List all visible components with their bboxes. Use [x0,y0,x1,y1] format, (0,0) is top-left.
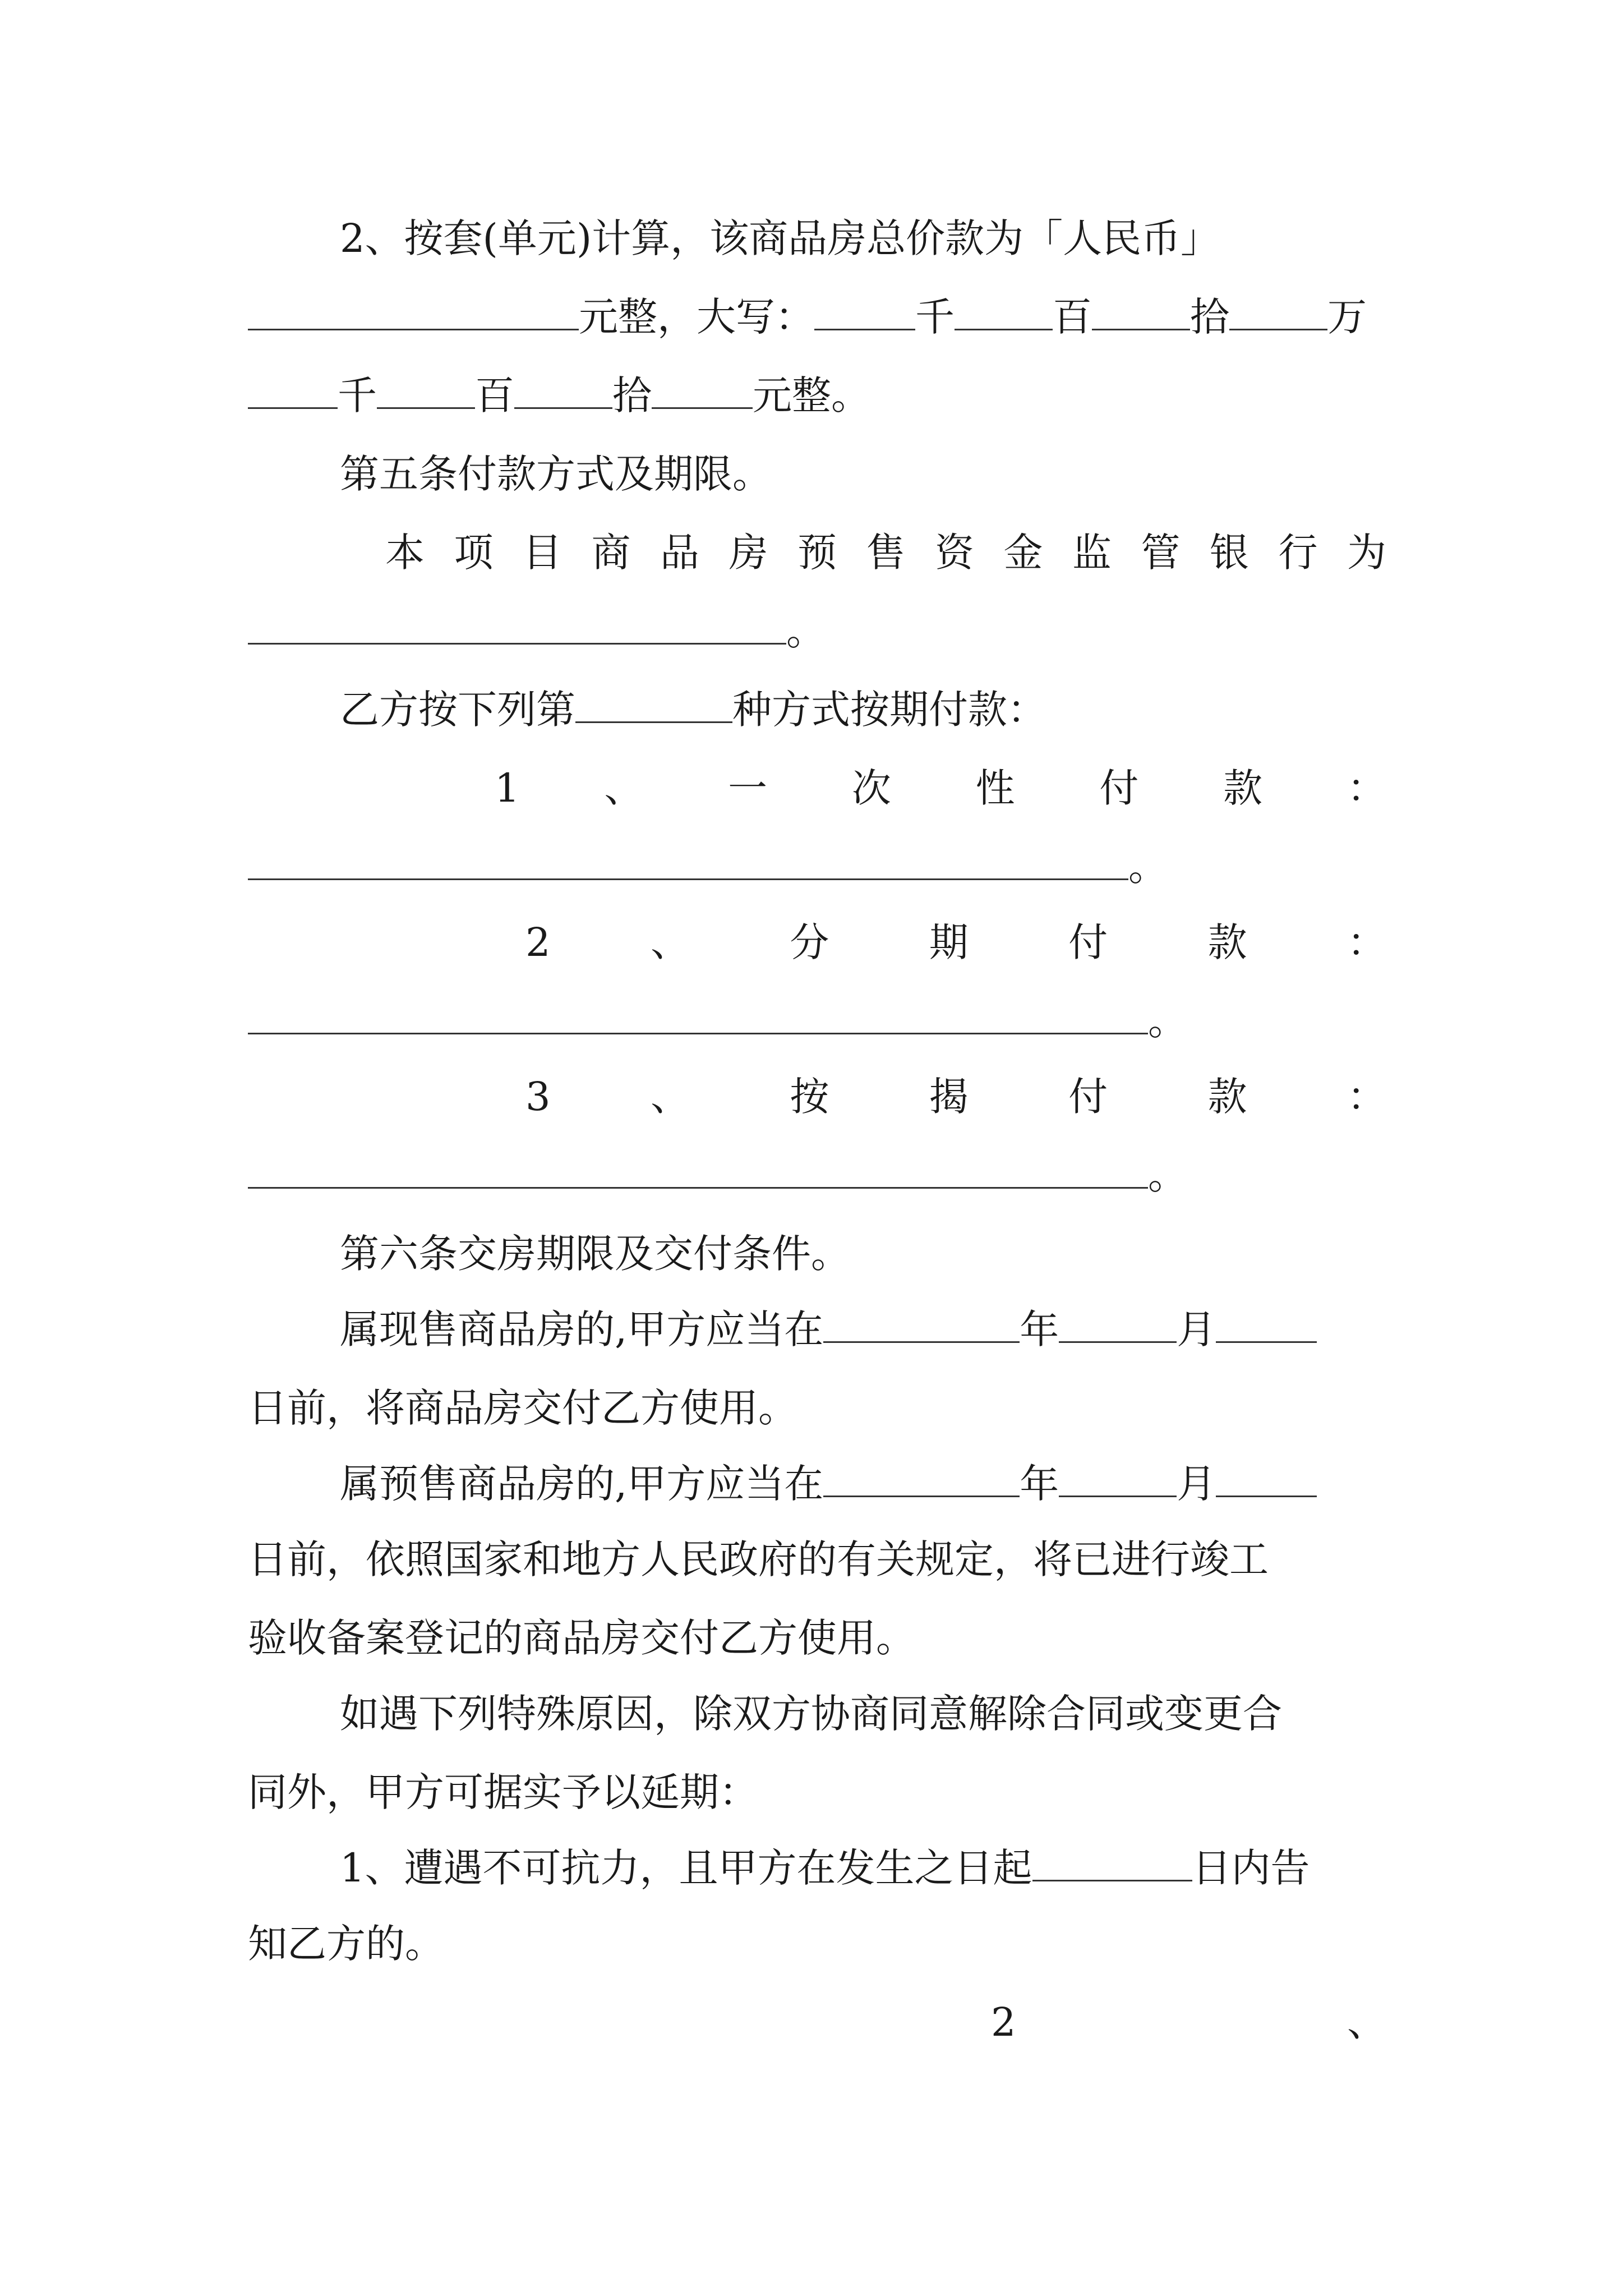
month-label: 月 [1177,1306,1216,1352]
option-2-char: 2 [525,919,551,965]
supervising-bank-field[interactable] [248,608,786,645]
yuan-zheng-label: 元整，大写： [579,294,814,340]
bank-char: 本 [385,530,425,576]
option-3-char: 款 [1207,1074,1247,1120]
option-1-char: 款 [1223,765,1263,811]
installment-payment-field[interactable] [248,998,1148,1034]
shi-label-2: 拾 [612,372,652,418]
presale-housing-line-3 [248,1607,1386,1669]
period-mark: 。 [1148,1152,1187,1198]
bank-char: 监 [1072,530,1112,576]
bank-char: 房 [728,530,768,576]
presale-lead: 属预售商品房的,甲方应当在 [340,1461,824,1507]
reason-2-line [248,1991,1386,2053]
bank-char: 金 [1003,530,1043,576]
reason-1-line-2 [248,1913,1386,1975]
option-1-char: 次 [851,765,891,811]
option-2-char: 付 [1068,919,1108,965]
presale-month-field[interactable] [1059,1461,1177,1497]
option-1-char: 、 [604,765,644,811]
mortgage-payment-field[interactable] [248,1152,1148,1189]
bank-char: 项 [454,530,494,576]
reason-1-line [248,1837,1386,1899]
bai-label: 百 [1053,294,1092,340]
bank-char: 目 [523,530,562,576]
option-1-field-line [248,836,1386,898]
bank-char: 为 [1347,530,1386,576]
option-2-char: 、 [650,919,690,965]
option-2-field-line [248,990,1386,1052]
option-2-char: 分 [790,919,829,965]
bank-char: 预 [797,530,837,576]
method-tail: 种方式按期付款： [732,687,1046,733]
bank-char: 商 [591,530,631,576]
method-lead: 乙方按下列第 [340,687,575,733]
option-1-char: 1 [495,765,520,811]
presale-housing-line [248,1453,1386,1515]
wan-field[interactable] [1229,294,1327,330]
presale-year-field[interactable] [823,1461,1020,1497]
option-3-char: 按 [790,1074,829,1120]
existing-housing-line [248,1299,1386,1360]
reason-2-separator: 、 [1347,1999,1386,2045]
bank-char: 行 [1278,530,1318,576]
qian-label-2: 千 [338,372,377,418]
qian-field[interactable] [814,294,915,330]
total-price-line [248,208,1386,269]
bank-field-line [248,600,1386,662]
bank-char: 管 [1141,530,1181,576]
reason-2-number: 2 [991,1999,1016,2045]
method-number-field[interactable] [575,687,732,723]
option-2-char: ： [1347,919,1386,965]
qian-label: 千 [915,294,955,340]
price-uppercase-line [248,286,1386,348]
special-lead: 如遇下列特殊原因，除双方协商同意解除合同或变更合 [340,1691,1282,1737]
bai-field-2[interactable] [377,372,475,409]
presale-middle: 日前，依照国家和地方人民政府的有关规定，将已进行竣工 [248,1536,1269,1582]
article-6-text: 第六条交房期限及交付条件。 [340,1231,850,1277]
option-1-char: 性 [975,765,1015,811]
period-mark: 。 [786,608,826,654]
year-label: 年 [1020,1461,1059,1507]
article-5-title [248,443,1386,505]
bank-char: 银 [1210,530,1249,576]
option-3-field-line [248,1144,1386,1206]
option-3-char: 揭 [929,1074,969,1120]
wan-label: 万 [1327,294,1367,340]
total-price-text: 2、按套(单元)计算，该商品房总价款为「人民币」 [340,215,1220,261]
price-uppercase-line-2 [248,365,1386,426]
bank-char: 品 [660,530,699,576]
option-3-char: ： [1347,1074,1386,1120]
shi-field[interactable] [1092,294,1190,330]
period-mark: 。 [1128,844,1168,890]
option-3-char: 、 [650,1074,690,1120]
presale-day-field[interactable] [1216,1461,1317,1497]
bank-char: 资 [935,530,974,576]
special-reasons-line-2 [248,1761,1386,1823]
existing-housing-line-2 [248,1377,1386,1439]
bai-label-2: 百 [475,372,514,418]
year-label: 年 [1020,1306,1059,1352]
existing-day-field[interactable] [1216,1306,1317,1343]
existing-lead: 属现售商品房的,甲方应当在 [340,1306,824,1352]
bank-char: 售 [866,530,906,576]
period-mark: 。 [1148,998,1187,1044]
bank-line [248,522,1386,583]
month-label: 月 [1177,1461,1216,1507]
option-1-char: 付 [1099,765,1139,811]
shi-label: 拾 [1190,294,1229,340]
option-3-line [248,1066,1386,1128]
option-3-char: 3 [525,1074,551,1120]
existing-year-field[interactable] [823,1306,1020,1343]
option-1-line [248,757,1386,819]
option-2-char: 款 [1207,919,1247,965]
option-3-char: 付 [1068,1074,1108,1120]
bai-field[interactable] [955,294,1053,330]
presale-housing-line-2 [248,1529,1386,1590]
reason-1-tail: 知乙方的。 [248,1921,444,1967]
article-6-title [248,1223,1386,1285]
yuan-zheng-end: 元整。 [753,372,870,418]
existing-month-field[interactable] [1059,1306,1177,1343]
special-tail: 同外，甲方可据实予以延期： [248,1769,758,1815]
notify-days-field[interactable] [1032,1845,1192,1881]
presale-tail: 验收备案登记的商品房交付乙方使用。 [248,1615,915,1661]
lump-sum-payment-field[interactable] [248,844,1128,880]
price-amount-field[interactable] [248,294,579,330]
payment-method-line [248,679,1386,740]
special-reasons-line [248,1683,1386,1745]
existing-tail: 日前，将商品房交付乙方使用。 [248,1385,797,1431]
option-2-line [248,912,1386,973]
option-1-char: ： [1347,765,1386,811]
option-2-char: 期 [929,919,969,965]
reason-1-mid: 日内告 [1192,1845,1310,1891]
reason-1-lead: 1、遭遇不可抗力，且甲方在发生之日起 [340,1845,1032,1891]
article-5-text: 第五条付款方式及期限。 [340,451,772,497]
option-1-char: 一 [728,765,768,811]
yuan-field[interactable] [652,372,753,409]
shi-field-2[interactable] [514,372,612,409]
qian-field-2[interactable] [248,372,338,409]
